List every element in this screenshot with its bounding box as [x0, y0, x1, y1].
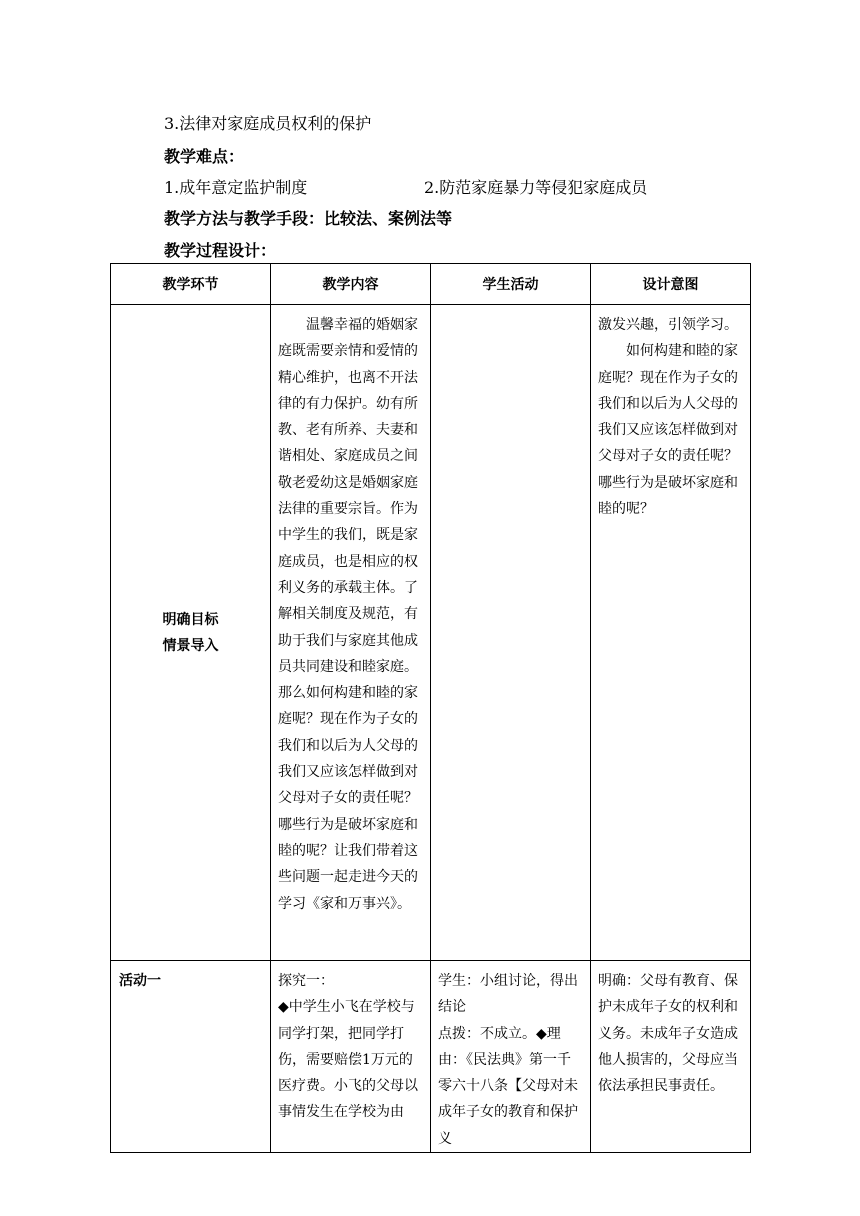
intent-cell: [591, 305, 751, 961]
difficulty-heading: 教学难点：: [164, 147, 245, 166]
content-line1: 探究一：: [278, 973, 334, 989]
difficulty-item-2: 2.防范家庭暴力等侵犯家庭成员: [424, 178, 648, 197]
methods-heading: 教学方法与教学手段：比较法、案例法等: [164, 209, 453, 228]
intent-text: 明确：父母有教育、保护未成年子女的权利和义务。未成年子女造成他人损害的，父母应当依法承担民事责任。: [598, 973, 738, 1095]
header-content: 教学内容: [271, 264, 431, 305]
content-cell: [271, 961, 431, 1153]
stage-label-line2: 情景导入: [162, 637, 219, 654]
content-line2: ◆中学生小飞在学校与同学打架，把同学打伤，需要赔偿1万元的医疗费。小飞的父母以事情发生在学校为由: [278, 999, 418, 1121]
content-cell: [271, 305, 431, 961]
process-heading: 教学过程设计：: [164, 241, 277, 260]
intent-line2: 如何构建和睦的家庭呢？现在作为子女的我们和以后为人父母的我们又应该怎样做到对父母对子女的责任呢？哪些行为是破坏家庭和睦的呢？: [598, 343, 738, 518]
activity-cell: [431, 305, 591, 961]
stage-label-line1: 明确目标: [162, 611, 219, 628]
lesson-table: [110, 263, 751, 1153]
intent-cell: [591, 961, 751, 1153]
header-intent: 设计意图: [591, 264, 751, 305]
activity-line2: 点拨：不成立。◆理由：《民法典》第一千零六十八条【父母对未成年子女的教育和保护义: [438, 1025, 578, 1147]
table-row: [111, 305, 751, 961]
content-text: 温馨幸福的婚姻家庭既需要亲情和爱情的精心维护，也离不开法律的有力保护。幼有所教、老有所养、夫妻和谐相处、家庭成员之间敬老爱幼这是婚姻家庭法律的重要宗旨。作为中学生的我们，既是家庭成员，也是相应的权利义务的承载主体。了解相关制度及规范，有助于我们与家庭其他成员共同建设和睦家庭。那么如何构建和睦的家庭呢？现在作为子女的我们和以后为人父母的我们又应该怎样做到对父母对子女的责任呢？哪些行为是破坏家庭和睦的呢？让我们带着这些问题一起走进今天的学习《家和万事兴》。: [278, 317, 418, 912]
activity-cell: [431, 961, 591, 1153]
stage-cell: [111, 961, 271, 1153]
stage-cell: [111, 305, 271, 961]
header-activity: 学生活动: [431, 264, 591, 305]
activity-line1: 学生：小组讨论，得出结论: [438, 973, 578, 1016]
table-row: [111, 961, 751, 1153]
item-3-text: 3.法律对家庭成员权利的保护: [164, 114, 372, 133]
header-stage: 教学环节: [111, 264, 271, 305]
intent-line1: 激发兴趣，引领学习。: [598, 317, 738, 333]
stage-activity-label: 活动一: [119, 973, 161, 989]
difficulty-item-1: 1.成年意定监护制度: [164, 178, 308, 197]
table-header-row: [111, 264, 751, 305]
